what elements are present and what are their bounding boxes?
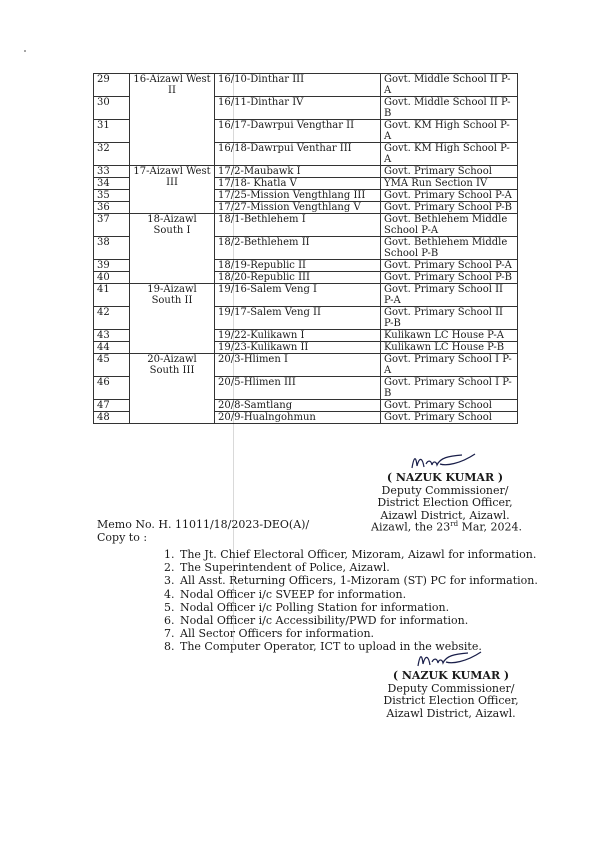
serial-number-cell: 29 — [94, 74, 130, 97]
building-cell: Govt. Primary School — [381, 166, 518, 178]
polling-station-cell: 20/8-Samtlang — [215, 400, 381, 412]
serial-number-cell: 42 — [94, 307, 130, 330]
polling-station-cell: 19/23-Kulikawn II — [215, 342, 381, 354]
table-row — [94, 284, 518, 307]
scan-speck — [24, 50, 26, 52]
serial-number-cell: 44 — [94, 342, 130, 354]
polling-station-table-body — [94, 74, 518, 424]
polling-station-cell: 16/17-Dawrpui Vengthar II — [215, 120, 381, 143]
polling-station-table — [93, 73, 518, 424]
copy-to-item: 1. The Jt. Chief Electoral Officer, Mizoram, Aizawl for information. — [178, 548, 558, 561]
serial-number-cell: 41 — [94, 284, 130, 307]
building-cell: Kulikawn LC House P-B — [381, 342, 518, 354]
handwritten-signature-1 — [400, 452, 490, 472]
copy-to-item: 6. Nodal Officer i/c Accessibility/PWD for information. — [178, 614, 558, 627]
memo-date — [371, 518, 522, 534]
polling-station-cell: 17/2-Maubawk I — [215, 166, 381, 178]
polling-station-cell: 18/1-Bethlehem I — [215, 214, 381, 237]
building-cell: Govt. Bethlehem Middle School P-B — [381, 237, 518, 260]
building-cell: Govt. Primary School P-B — [381, 272, 518, 284]
building-cell: Govt. Primary School I P-A — [381, 354, 518, 377]
polling-station-cell: 19/22-Kulikawn I — [215, 330, 381, 342]
building-cell: Govt. Primary School II P-A — [381, 284, 518, 307]
signatory-designation: Deputy Commissioner/ — [387, 681, 515, 695]
serial-number-cell: 31 — [94, 120, 130, 143]
building-cell: YMA Run Section IV — [381, 178, 518, 190]
signatory-district: Aizawl District, Aizawl. — [380, 508, 510, 522]
copy-to-item: 8. The Computer Operator, ICT to upload in the website. — [178, 640, 558, 653]
building-cell: Govt. Primary School I P-B — [381, 377, 518, 400]
serial-number-cell: 32 — [94, 143, 130, 166]
polling-station-cell: 16/18-Dawrpui Venthar III — [215, 143, 381, 166]
copy-to-item: 5. Nodal Officer i/c Polling Station for information. — [178, 601, 558, 614]
polling-station-cell: 20/9-Hualngohmun — [215, 412, 381, 424]
copy-to-item: 4. Nodal Officer i/c SVEEP for information. — [178, 588, 558, 601]
serial-number-cell: 37 — [94, 214, 130, 237]
serial-number-cell: 39 — [94, 260, 130, 272]
polling-station-cell: 20/3-Hlimen I — [215, 354, 381, 377]
building-cell: Govt. Middle School II P-B — [381, 97, 518, 120]
table-row — [94, 74, 518, 97]
signatory-district: Aizawl District, Aizawl. — [386, 706, 516, 720]
polling-station-cell: 19/17-Salem Veng II — [215, 307, 381, 330]
serial-number-cell: 38 — [94, 237, 130, 260]
serial-number-cell: 48 — [94, 412, 130, 424]
memo-date-rest: Mar, 2024. — [458, 520, 522, 534]
polling-station-cell: 16/11-Dinthar IV — [215, 97, 381, 120]
building-cell: Govt. Primary School P-A — [381, 190, 518, 202]
serial-number-cell: 40 — [94, 272, 130, 284]
table-row — [94, 214, 518, 237]
building-cell: Govt. KM High School P-A — [381, 143, 518, 166]
polling-station-cell: 17/25-Mission Vengthlang III — [215, 190, 381, 202]
copy-to-label: Copy to : — [97, 531, 148, 544]
building-cell: Govt. Bethlehem Middle School P-A — [381, 214, 518, 237]
copy-to-item: 7. All Sector Officers for information. — [178, 627, 558, 640]
building-cell: Govt. Primary School P-B — [381, 202, 518, 214]
serial-number-cell: 47 — [94, 400, 130, 412]
serial-number-cell: 35 — [94, 190, 130, 202]
table-row — [94, 166, 518, 178]
polling-station-cell: 18/2-Bethlehem II — [215, 237, 381, 260]
memo-number: Memo No. H. 11011/18/2023-DEO(A)/ — [97, 518, 310, 531]
signatory-office: District Election Officer, — [377, 496, 513, 509]
building-cell: Govt. Middle School II P-A — [381, 74, 518, 97]
signature-block-2 — [376, 650, 526, 720]
polling-station-cell: 17/27-Mission Vengthlang V — [215, 202, 381, 214]
copy-to-item: 3. All Asst. Returning Officers, 1-Mizoram (ST) PC for information. — [178, 574, 558, 587]
memo-date-prefix: Aizawl, the 23 — [371, 520, 451, 534]
building-cell: Govt. Primary School — [381, 400, 518, 412]
building-cell: Govt. Primary School P-A — [381, 260, 518, 272]
assembly-constituency-cell: 16-Aizawl West II — [130, 74, 215, 166]
signatory-office: District Election Officer, — [383, 694, 519, 707]
polling-station-cell: 18/20-Republic III — [215, 272, 381, 284]
polling-station-cell: 20/5-Hlimen III — [215, 377, 381, 400]
serial-number-cell: 36 — [94, 202, 130, 214]
signatory-name: ( NAZUK KUMAR ) — [386, 471, 504, 484]
serial-number-cell: 46 — [94, 377, 130, 400]
polling-station-cell: 17/18- Khatla V — [215, 178, 381, 190]
handwritten-signature-2 — [406, 650, 496, 670]
assembly-constituency-cell: 18-Aizawl South I — [130, 214, 215, 284]
signatory-designation: Deputy Commissioner/ — [381, 483, 509, 497]
signatory-name: ( NAZUK KUMAR ) — [392, 669, 510, 682]
memo-date-suffix-sup: rd — [450, 520, 459, 528]
building-cell: Govt. Primary School II P-B — [381, 307, 518, 330]
polling-station-cell: 19/16-Salem Veng I — [215, 284, 381, 307]
serial-number-cell: 45 — [94, 354, 130, 377]
assembly-constituency-cell: 19-Aizawl South II — [130, 284, 215, 354]
copy-to-list — [152, 548, 558, 654]
serial-number-cell: 34 — [94, 178, 130, 190]
table-row — [94, 354, 518, 377]
serial-number-cell: 30 — [94, 97, 130, 120]
building-cell: Kulikawn LC House P-A — [381, 330, 518, 342]
polling-station-cell: 18/19-Republic II — [215, 260, 381, 272]
serial-number-cell: 43 — [94, 330, 130, 342]
building-cell: Govt. Primary School — [381, 412, 518, 424]
copy-to-item: 2. The Superintendent of Police, Aizawl. — [178, 561, 558, 574]
building-cell: Govt. KM High School P-A — [381, 120, 518, 143]
polling-station-cell: 16/10-Dinthar III — [215, 74, 381, 97]
assembly-constituency-cell: 17-Aizawl West III — [130, 166, 215, 214]
signature-block-1 — [370, 452, 520, 522]
assembly-constituency-cell: 20-Aizawl South III — [130, 354, 215, 424]
serial-number-cell: 33 — [94, 166, 130, 178]
